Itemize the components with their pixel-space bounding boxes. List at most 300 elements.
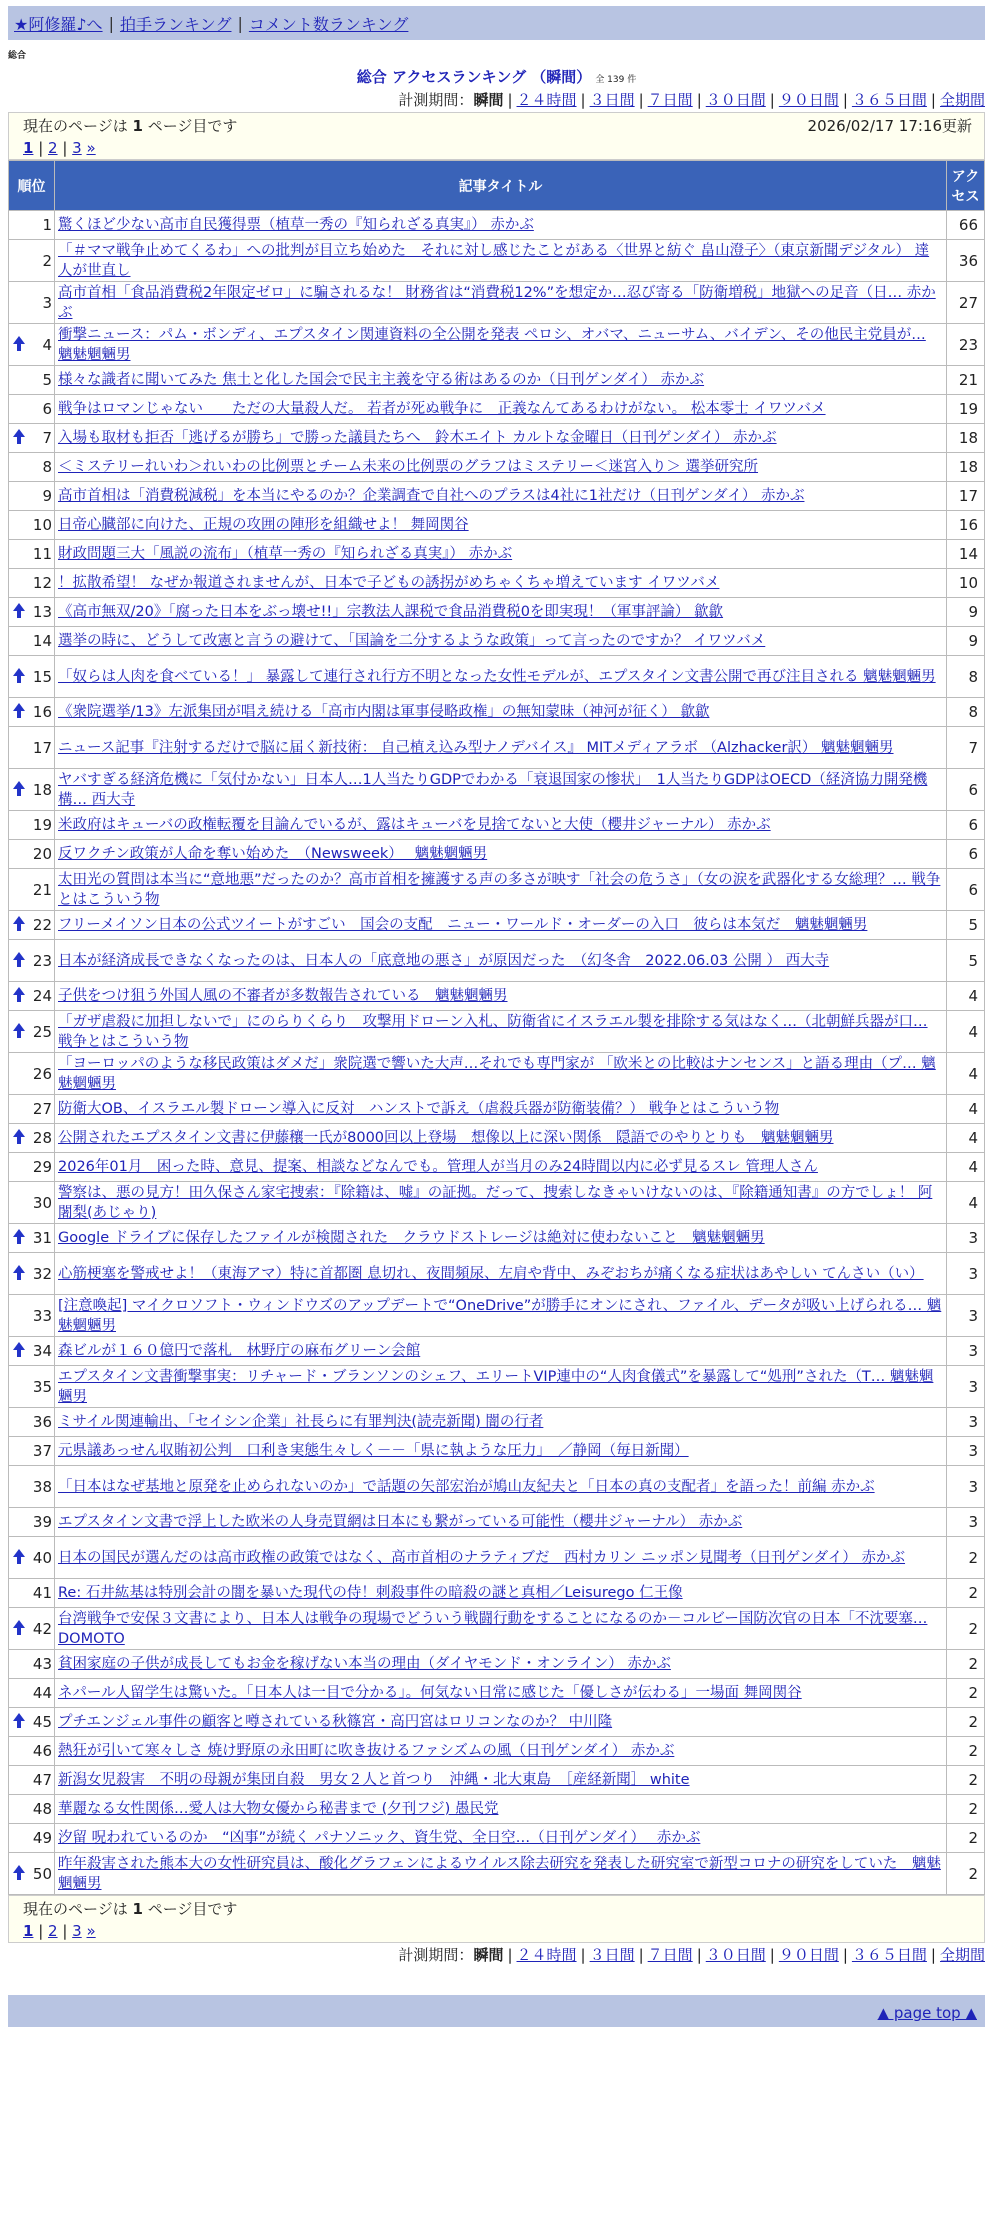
period-option[interactable]: ３６５日間 [851,91,927,109]
article-title-link[interactable]: 《衆院選挙/13》左派集団が唱え続ける「高市内閣は軍事侵略政権」の無知蒙昧（神河が征く） 歙歙 [58,704,710,720]
rank-number: 28 [32,1129,52,1147]
access-count: 7 [947,727,985,769]
rank-number: 11 [32,545,52,563]
access-count: 3 [947,1466,985,1508]
article-title-link[interactable]: ！拡散希望！ なぜか報道されませんが、日本で子どもの誘拐がめちゃくちゃ増えています イワツバメ [58,575,720,591]
article-title-link[interactable]: 子供をつけ狙う外国人風の不審者が多数報告されている 魑魅魍魎男 [58,988,508,1004]
article-title-link[interactable]: 台湾戦争で安保３文書により、日本人は戦争の現場でどういう戦闘行動をすることになるのか－コルビー国防次官の日本「不沈要塞… DOMOTO [58,1610,928,1647]
access-count: 4 [947,1095,985,1124]
pager-separator: | [33,1922,49,1940]
rank-number: 10 [32,516,52,534]
rank-number: 24 [32,987,52,1005]
rank-number: 40 [32,1548,52,1567]
table-row [9,240,985,282]
access-count: 4 [947,1153,985,1182]
title-cell [55,1337,947,1366]
access-count: 4 [947,1053,985,1095]
table-row [9,324,985,366]
title-cell [55,840,947,869]
title-cell [55,1708,947,1737]
access-count: 3 [947,1366,985,1408]
rank-cell [9,1253,55,1295]
bottom-bar [8,1995,985,2027]
access-count: 5 [947,911,985,940]
period-separator: | [696,91,702,109]
title-cell [55,1608,947,1650]
rank-number: 37 [32,1442,52,1460]
next-page-link[interactable]: » [86,139,96,157]
table-row [9,569,985,598]
access-count: 3 [947,1508,985,1537]
rank-number: 8 [42,458,52,476]
rank-cell [9,1408,55,1437]
article-title-link[interactable]: 高市首相は「消費税減税」を本当にやるのか？企業調査で自社へのプラスは4社に1社だけ（日刊ゲンダイ） 赤かぶ [58,488,805,504]
pager-links [23,137,972,159]
title-cell [55,1295,947,1337]
article-title-link[interactable]: 日帝心臓部に向けた、正規の攻囲の陣形を組織せよ！ 舞岡関谷 [58,517,469,533]
table-row [9,1053,985,1095]
access-count: 6 [947,869,985,911]
rank-number: 48 [32,1800,52,1818]
table-row [9,982,985,1011]
article-title-link[interactable]: 《高市無双/20》「腐った日本をぶっ壊せ!!」宗教法人課税で食品消費税0を即実現！（軍事評論） 歙歙 [58,604,724,620]
rank-number: 45 [32,1713,52,1731]
period-option[interactable]: ９０日間 [778,1946,839,1964]
rank-number: 21 [32,880,52,899]
article-title-link[interactable]: 入場も取材も拒否「逃げるが勝ち」で勝った議員たちへ 鈴木エイト カルトな金曜日（日刊ゲンダイ） 赤かぶ [58,430,777,446]
column-header-access: アクセス [947,161,985,211]
table-row [9,1011,985,1053]
title-cell [55,1466,947,1508]
table-row [9,211,985,240]
ranking-count: 全 139 件 [595,75,637,85]
title-cell [55,769,947,811]
article-title-link[interactable]: 熱狂が引いて寒々しさ 焼け野原の永田町に吹き抜けるファシズムの風（日刊ゲンダイ） 赤かぶ [58,1743,675,1759]
rank-number: 2 [42,251,52,270]
pager-separator: | [57,1922,73,1940]
article-title-link[interactable]: Google ドライブに保存したファイルが検閲された クラウドストレージは絶対に使わないこと 魑魅魍魎男 [58,1230,765,1246]
table-row [9,698,985,727]
article-title-link[interactable]: プチエンジェル事件の顧客と噂されている秋篠宮・高円宮はロリコンなのか？ 中川隆 [58,1714,613,1730]
rank-cell [9,1053,55,1095]
period-separator: | [580,91,586,109]
rank-up-arrow-icon [13,1265,25,1281]
rank-number: 9 [42,487,52,505]
rank-up-arrow-icon [13,1342,25,1358]
table-row [9,1466,985,1508]
page-link[interactable]: 1 [23,1922,34,1940]
access-count: 2 [947,1679,985,1708]
table-row [9,482,985,511]
rank-number: 46 [32,1742,52,1760]
article-title-link[interactable]: 様々な識者に聞いてみた 焦土と化した国会で民主主義を守る術はあるのか（日刊ゲンダイ） 赤かぶ [58,372,705,388]
page-link[interactable]: 2 [48,1922,58,1940]
article-title-link[interactable]: 汐留 呪われているのか “凶事”が続く パナソニック、資生党、全日空…（日刊ゲンダイ） 赤かぶ [58,1830,701,1846]
rank-number: 29 [32,1158,52,1176]
title-cell [55,1737,947,1766]
period-option[interactable]: ７日間 [647,1946,693,1964]
access-count: 6 [947,811,985,840]
rank-number: 12 [32,574,52,592]
rank-number: 1 [42,216,52,234]
article-title-link[interactable]: ヤバすぎる経済危機に「気付かない」日本人…1人当たりGDPでわかる「衰退国家の惨状」 1人当たりGDPはOECD（経済協力開発機構… 西大寺 [58,771,928,808]
article-title-link[interactable]: 衝撃ニュース：パム・ボンディ、エプスタイン関連資料の全公開を発表 ペロシ、オバマ、ニューサム、バイデン、その他民主党員が… 魑魅魍魎男 [58,326,926,363]
access-count: 2 [947,1608,985,1650]
access-count: 6 [947,769,985,811]
rank-number: 27 [32,1100,52,1118]
access-count: 3 [947,1253,985,1295]
period-option: 瞬間 [473,1946,504,1964]
period-selector-top [8,88,985,112]
title-cell [55,869,947,911]
article-title-link[interactable]: 財政問題三大「風説の流布」（植草一秀の『知られざる真実』） 赤かぶ [58,546,513,562]
page-link[interactable]: 3 [72,139,82,157]
rank-number: 33 [32,1306,52,1325]
article-title-link[interactable]: 元県議あっせん収賄初公判 口利き実態生々しく－－「県に執ような圧力」 ／静岡（毎日新聞） [58,1443,689,1459]
period-separator: | [638,1946,644,1964]
rank-up-arrow-icon [13,603,25,619]
clap-ranking-link[interactable]: 拍手ランキング [119,14,232,34]
period-separator: | [930,91,936,109]
rank-number: 49 [32,1829,52,1847]
page-top-link[interactable]: ▲ page top ▲ [877,2004,977,2022]
title-cell [55,911,947,940]
article-title-link[interactable]: 森ビルが１６０億円で落札 林野庁の麻布グリーン会館 [58,1343,421,1359]
title-cell [55,1853,947,1895]
table-row [9,1095,985,1124]
period-separator: | [930,1946,936,1964]
nav-separator: | [237,13,243,33]
access-count: 16 [947,511,985,540]
article-title-link[interactable]: 公開されたエプスタイン文書に伊藤穰一氏が8000回以上登場 想像以上に深い関係 隠語でのやりとりも 魑魅魍魎男 [58,1130,834,1146]
nav-separator: | [108,13,114,33]
title-cell [55,511,947,540]
title-cell [55,569,947,598]
pagination-top [8,112,985,160]
rank-cell [9,282,55,324]
access-count: 2 [947,1537,985,1579]
rank-cell [9,540,55,569]
rank-cell [9,1708,55,1737]
pager-separator: | [57,139,73,157]
next-page-link[interactable]: » [86,1922,96,1940]
title-cell [55,1408,947,1437]
rank-cell [9,1537,55,1579]
article-title-link[interactable]: 「奴らは人肉を食べている！」 暴露して連行され行方不明となった女性モデルが、エプスタイン文書公開で再び注目される 魑魅魍魎男 [58,668,936,685]
article-title-link[interactable]: 警察は、悪の見方！田久保さん家宅捜索：『除籍は、嘘』の証拠。だって、捜索しなきゃいけないのは、『除籍通知書』の方でしょ！ 阿闍梨(あじゃり) [58,1184,933,1221]
title-cell [55,324,947,366]
table-row [9,1437,985,1466]
title-cell [55,982,947,1011]
title-cell [55,1437,947,1466]
rank-number: 47 [32,1771,52,1789]
rank-cell [9,1795,55,1824]
title-cell [55,698,947,727]
rank-number: 23 [32,951,52,970]
rank-number: 31 [32,1229,52,1247]
table-row [9,1795,985,1824]
period-option[interactable]: ３６５日間 [851,1946,927,1964]
update-timestamp: 2026/02/17 17:16更新 [807,117,972,135]
rank-cell [9,1650,55,1679]
period-separator: | [638,91,644,109]
table-row [9,1408,985,1437]
title-cell [55,1650,947,1679]
rank-number: 38 [32,1477,52,1496]
article-title-link[interactable]: フリーメイソン日本の公式ツイートがすごい 国会の支配 ニュー・ワールド・オーダーの入口 彼らは本気だ 魑魅魍魎男 [58,917,868,933]
rank-cell [9,324,55,366]
period-option[interactable]: ３０日間 [705,1946,766,1964]
pager-links [23,1920,972,1942]
access-count: 19 [947,395,985,424]
table-row [9,869,985,911]
table-row [9,282,985,324]
table-row [9,1708,985,1737]
period-option[interactable]: 全期間 [939,91,985,109]
rank-up-arrow-icon [13,952,25,968]
article-title-link[interactable]: 心筋梗塞を警戒せよ！（東海アマ）特に首都圏 息切れ、夜間頻尿、左肩や背中、みぞおちが痛くなる症状はあやしい てんさい（い） [58,1265,924,1282]
rank-cell [9,1224,55,1253]
article-title-link[interactable]: 「日本はなぜ基地と原発を止められないのか」で話題の矢部宏治が鳩山友紀夫と「日本の真の支配者」を語った！前編 赤かぶ [58,1478,875,1495]
rank-up-arrow-icon [13,781,25,797]
table-row [9,1737,985,1766]
access-count: 2 [947,1579,985,1608]
table-row [9,1679,985,1708]
article-title-link[interactable]: 華麗なる女性関係…愛人は大物女優から秘書まで (夕刊フジ) 愚民党 [58,1801,499,1817]
column-header-rank: 順位 [9,161,55,211]
rank-cell [9,1766,55,1795]
rank-cell [9,569,55,598]
rank-cell [9,1295,55,1337]
rank-number: 13 [32,603,52,621]
article-title-link[interactable]: 貧困家庭の子供が成長してもお金を稼げない本当の理由（ダイヤモンド・オンライン） 赤かぶ [58,1656,671,1672]
article-title-link[interactable]: 防衛大OB、イスラエル製ドローン導入に反対 ハンストで訴え（虐殺兵器が防衛装備？） 戦争とはこういう物 [58,1101,780,1117]
title-cell [55,1182,947,1224]
rank-number: 34 [32,1342,52,1360]
article-title-link[interactable]: 戦争はロマンじゃない ただの大量殺人だ。 若者が死ぬ戦争に 正義なんてあるわけがない。 松本零士 イワツバメ [58,401,826,417]
title-cell [55,240,947,282]
period-option: 瞬間 [473,91,504,109]
rank-number: 5 [42,371,52,389]
table-row [9,1124,985,1153]
ranking-title: 総合 アクセスランキング （瞬間） [356,68,592,86]
title-cell [55,1537,947,1579]
period-option[interactable]: ３日間 [589,1946,635,1964]
table-row [9,1608,985,1650]
title-cell [55,1579,947,1608]
title-cell [55,1824,947,1853]
article-title-link[interactable]: 「ガザ虐殺に加担しないで」にのらりくらり 攻撃用ドローン入札、防衛省にイスラエル製を排除する気はなく…（北朝鮮兵器が口… 戦争とはこういう物 [58,1013,928,1050]
table-row [9,940,985,982]
article-title-link[interactable]: [注意喚起] マイクロソフト・ウィンドウズのアップデートで“OneDrive”が勝手にオンにされ、ファイル、データが吸い上げられる… 魑魅魍魎男 [58,1297,942,1334]
access-count: 14 [947,540,985,569]
rank-number: 22 [32,916,52,934]
rank-number: 42 [32,1619,52,1638]
article-title-link[interactable]: ＜ミステリーれいわ＞れいわの比例票とチーム未来の比例票のグラフはミステリー＜迷宮入り＞ 選挙研究所 [58,459,759,475]
access-count: 8 [947,698,985,727]
table-row [9,627,985,656]
rank-cell [9,366,55,395]
period-separator: | [842,1946,848,1964]
top-navigation-bar [8,6,985,40]
pager-separator: | [33,139,49,157]
title-cell [55,1679,947,1708]
article-title-link[interactable]: 2026年01月 困った時、意見、提案、相談などなんでも。管理人が当月のみ24時間以内に必ず見るスレ 管理人さん [58,1159,818,1175]
article-title-link[interactable]: 日本の国民が選んだのは高市政権の政策ではなく、高市首相のナラティブだ 西村カリン ニッポン見聞考（日刊ゲンダイ） 赤かぶ [58,1549,906,1566]
access-count: 17 [947,482,985,511]
rank-cell [9,1466,55,1508]
article-title-link[interactable]: 高市首相「食品消費税2年限定ゼロ」に騙されるな！ 財務省は“消費税12%”を想定か…忍び寄る「防衛増税」地獄への足音（日… 赤かぶ [58,284,936,321]
article-title-link[interactable]: エプスタイン文書で浮上した欧米の人身売買網は日本にも繋がっている可能性（櫻井ジャーナル） 赤かぶ [58,1514,743,1530]
article-title-link[interactable]: 米政府はキューバの政権転覆を目論んでいるが、露はキューバを見捨てないと大使（櫻井ジャーナル） 赤かぶ [58,817,771,833]
rank-cell [9,1366,55,1408]
table-row [9,1537,985,1579]
rank-cell [9,982,55,1011]
access-count: 3 [947,1295,985,1337]
rank-up-arrow-icon [13,429,25,445]
article-title-link[interactable]: 「ヨーロッパのような移民政策はダメだ」衆院選で響いた大声…それでも専門家が 「欧米との比較はナンセンス」と語る理由（プ… 魑魅魍魎男 [58,1055,936,1092]
rank-cell [9,1679,55,1708]
access-count: 21 [947,366,985,395]
table-row [9,453,985,482]
rank-cell [9,1011,55,1053]
rank-cell [9,211,55,240]
access-count: 6 [947,840,985,869]
article-title-link[interactable]: 新潟女児殺害 不明の母親が集団自殺 男女２人と首つり 沖縄・北大東島 ［産経新聞］ white [58,1772,690,1788]
rank-cell [9,1153,55,1182]
rank-cell [9,769,55,811]
table-row [9,511,985,540]
rank-cell [9,1182,55,1224]
period-separator: | [769,91,775,109]
rank-number: 14 [32,632,52,650]
access-count: 2 [947,1708,985,1737]
access-count: 2 [947,1766,985,1795]
title-cell [55,1795,947,1824]
rank-cell [9,911,55,940]
table-row [9,366,985,395]
rank-number: 26 [32,1064,52,1083]
period-option[interactable]: ２４時間 [516,1946,577,1964]
period-option[interactable]: ７日間 [647,91,693,109]
access-count: 27 [947,282,985,324]
table-row [9,1766,985,1795]
period-option[interactable]: ２４時間 [516,91,577,109]
rank-number: 15 [32,667,52,686]
rank-cell [9,840,55,869]
access-count: 3 [947,1437,985,1466]
rank-up-arrow-icon [13,1713,25,1729]
rank-up-arrow-icon [13,987,25,1003]
article-title-link[interactable]: 昨年殺害された熊本大の女性研究員は、酸化グラフェンによるウイルス除去研究を発表した研究室で新型コロナの研究をしていた 魑魅魍魎男 [58,1855,941,1892]
rank-number: 4 [42,335,52,354]
rank-cell [9,1437,55,1466]
access-count: 9 [947,627,985,656]
rank-number: 44 [32,1684,52,1702]
rank-number: 50 [32,1864,52,1883]
access-count: 10 [947,569,985,598]
article-title-link[interactable]: ミサイル関連輸出、「セイシン企業」社長らに有罪判決(読売新聞) 闇の行者 [58,1414,544,1430]
article-title-link[interactable]: 「＃ママ戦争止めてくるわ」への批判が目立ち始めた それに対し感じたことがある〈世界と紡ぐ 畠山澄子〉（東京新聞デジタル） 達人が世直し [58,242,930,279]
period-option[interactable]: 全期間 [939,1946,985,1964]
title-cell [55,395,947,424]
rank-cell [9,811,55,840]
rank-cell [9,698,55,727]
page-status: 現在のページは 1 ページ目です [23,117,238,135]
period-label: 計測期間： [398,91,474,109]
title-cell [55,540,947,569]
table-row [9,395,985,424]
article-title-link[interactable]: 太田光の質問は本当に“意地悪”だったのか？高市首相を擁護する声の多さが映す「社会の危うさ」（女の涙を武器化する女総理？… 戦争とはこういう物 [58,871,941,908]
title-cell [55,1153,947,1182]
title-cell [55,366,947,395]
title-cell [55,656,947,698]
period-option[interactable]: ３日間 [589,91,635,109]
rank-number: 35 [32,1377,52,1396]
title-cell [55,940,947,982]
title-cell [55,1766,947,1795]
article-title-link[interactable]: Re: 石井紘基は特別会計の闇を暴いた現代の侍！刺殺事件の暗殺の謎と真相／Leisurego 仁王像 [58,1585,683,1601]
rank-cell [9,240,55,282]
page-link[interactable]: 2 [48,139,58,157]
period-selector-bottom [8,1943,985,1967]
home-link[interactable]: ★阿修羅♪へ [14,14,103,34]
column-header-title: 記事タイトル [55,161,947,211]
rank-cell [9,482,55,511]
access-count: 2 [947,1824,985,1853]
access-count: 2 [947,1853,985,1895]
table-row [9,1295,985,1337]
period-separator: | [696,1946,702,1964]
article-title-link[interactable]: エプスタイン文書衝撃事実：リチャード・ブランソンのシェフ、エリートVIP連中の“人肉食儀式”を暴露して“処刑”された（T… 魑魅魍魎男 [58,1368,934,1405]
table-row [9,840,985,869]
title-cell [55,453,947,482]
table-row [9,911,985,940]
table-row [9,1508,985,1537]
access-count: 2 [947,1737,985,1766]
title-cell [55,1011,947,1053]
comment-ranking-link[interactable]: コメント数ランキング [248,14,409,34]
rank-cell [9,1824,55,1853]
article-title-link[interactable]: 日本が経済成長できなくなったのは、日本人の「底意地の悪さ」が原因だった （幻冬舎 2022.06.03 公開 ） 西大寺 [58,952,830,969]
access-count: 4 [947,1011,985,1053]
article-title-link[interactable]: 選挙の時に、どうして改憲と言うの避けて、「国論を二分するような政策」って言ったのですか？ イワツバメ [58,633,766,649]
title-cell [55,727,947,769]
page-link[interactable]: 3 [72,1922,82,1940]
rank-cell [9,940,55,982]
article-title-link[interactable]: 驚くほど少ない高市自民獲得票（植草一秀の『知られざる真実』） 赤かぶ [58,217,534,233]
rank-cell [9,511,55,540]
page-link[interactable]: 1 [23,139,34,157]
table-row [9,1253,985,1295]
rank-number: 43 [32,1655,52,1673]
title-cell [55,1366,947,1408]
article-title-link[interactable]: 反ワクチン政策が人命を奪い始めた （Newsweek） 魑魅魍魎男 [58,846,488,862]
table-row [9,424,985,453]
rank-number: 7 [42,429,52,447]
rank-cell [9,453,55,482]
access-count: 9 [947,598,985,627]
table-row [9,540,985,569]
table-row [9,598,985,627]
period-option[interactable]: ９０日間 [778,91,839,109]
rank-number: 18 [32,780,52,799]
period-option[interactable]: ３０日間 [705,91,766,109]
table-row [9,656,985,698]
article-title-link[interactable]: ニュース記事『注射するだけで脳に届く新技術： 自己植え込み型ナノデバイス』 MITメディアラボ （Alzhacker訳） 魑魅魍魎男 [58,739,894,756]
article-title-link[interactable]: ネパール人留学生は驚いた。「日本人は一目で分かる」。何気ない日常に感じた「優しさが伝わる」一場面 舞岡関谷 [58,1685,802,1701]
access-count: 5 [947,940,985,982]
